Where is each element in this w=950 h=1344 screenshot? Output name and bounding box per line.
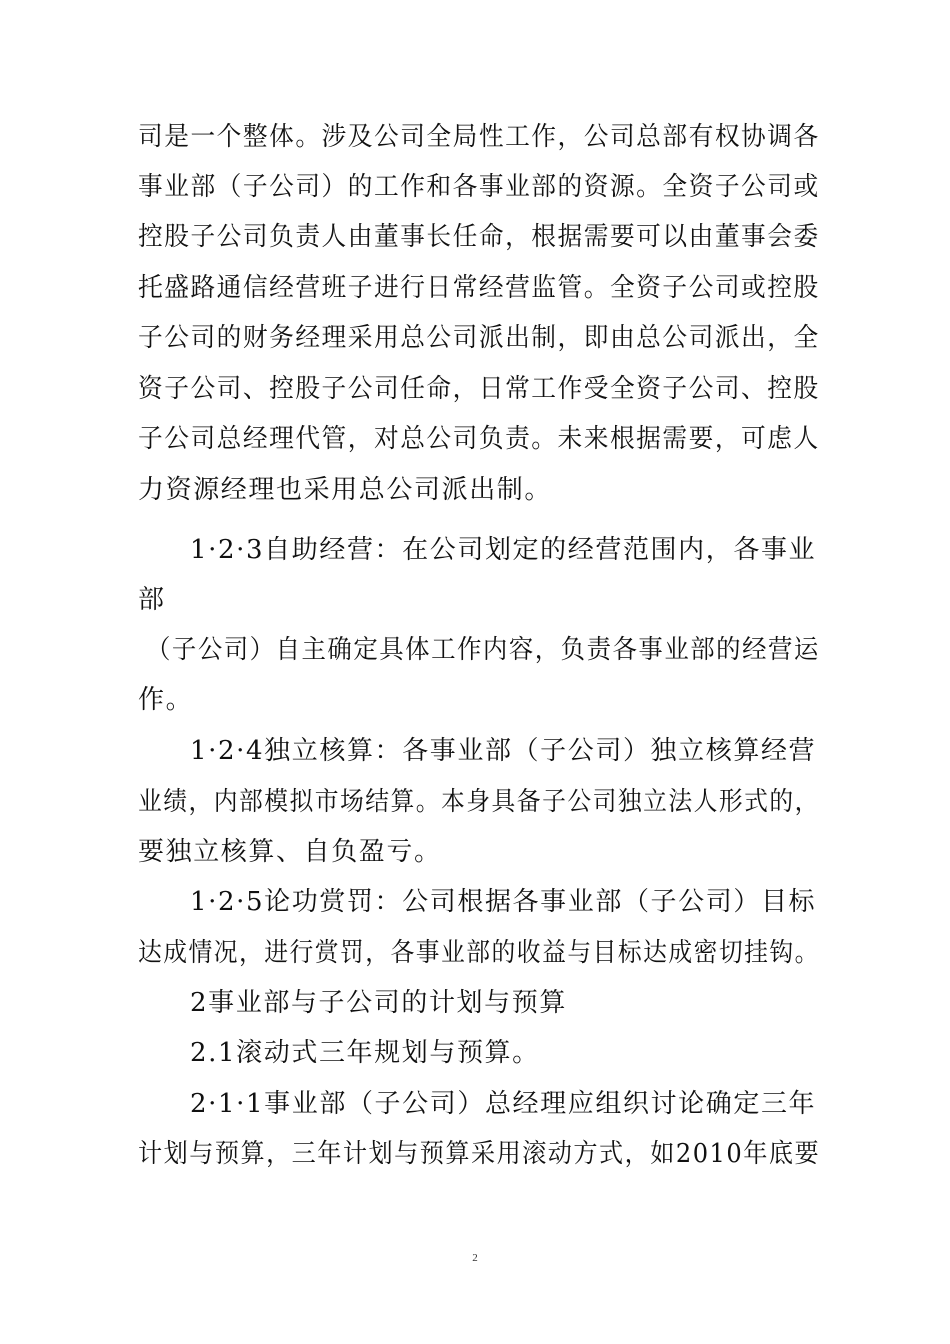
text-line: 资子公司、控股子公司任命，日常工作受全资子公司、控股 [138, 374, 820, 404]
text-line: 司是一个整体。涉及公司全局性工作，公司总部有权协调各 [138, 122, 820, 152]
text-line: 力资源经理也采用总公司派出制。 [138, 475, 553, 505]
text-line: 部 [138, 585, 166, 615]
text-line: （子公司）自主确定具体工作内容，负责各事业部的经营运 [146, 635, 820, 665]
text-line: 事业部（子公司）的工作和各事业部的资源。全资子公司或 [138, 172, 820, 202]
text-line: 托盛路通信经营班子进行日常经营监管。全资子公司或控股 [138, 273, 820, 303]
text-line: 业绩，内部模拟市场结算。本身具备子公司独立法人形式的， [138, 787, 820, 817]
text-line: 作。 [138, 685, 194, 715]
text-line: 计划与预算，三年计划与预算采用滚动方式，如2010年底要 [138, 1139, 821, 1169]
text-line: 子公司的财务经理采用总公司派出制，即由总公司派出，全 [138, 323, 820, 353]
section-heading-1-2-5: 1·2·5论功赏罚：公司根据各事业部（子公司）目标 [190, 887, 817, 917]
text-line: 要独立核算、自负盈亏。 [138, 837, 442, 867]
section-heading-2-1: 2.1滚动式三年规划与预算。 [190, 1038, 540, 1068]
text-line: 子公司总经理代管，对总公司负责。未来根据需要，可虑人 [138, 424, 820, 454]
text-line: 达成情况，进行赏罚，各事业部的收益与目标达成密切挂钩。 [138, 938, 820, 968]
section-heading-1-2-4: 1·2·4独立核算：各事业部（子公司）独立核算经营 [190, 736, 817, 766]
section-heading-1-2-3: 1·2·3自助经营：在公司划定的经营范围内，各事业 [190, 535, 817, 565]
page-number: 2 [472, 1252, 478, 1264]
section-heading-2: 2事业部与子公司的计划与预算 [190, 988, 567, 1018]
text-line: 控股子公司负责人由董事长任命，根据需要可以由董事会委 [138, 222, 820, 252]
section-heading-2-1-1: 2·1·1事业部（子公司）总经理应组织讨论确定三年 [190, 1089, 817, 1119]
